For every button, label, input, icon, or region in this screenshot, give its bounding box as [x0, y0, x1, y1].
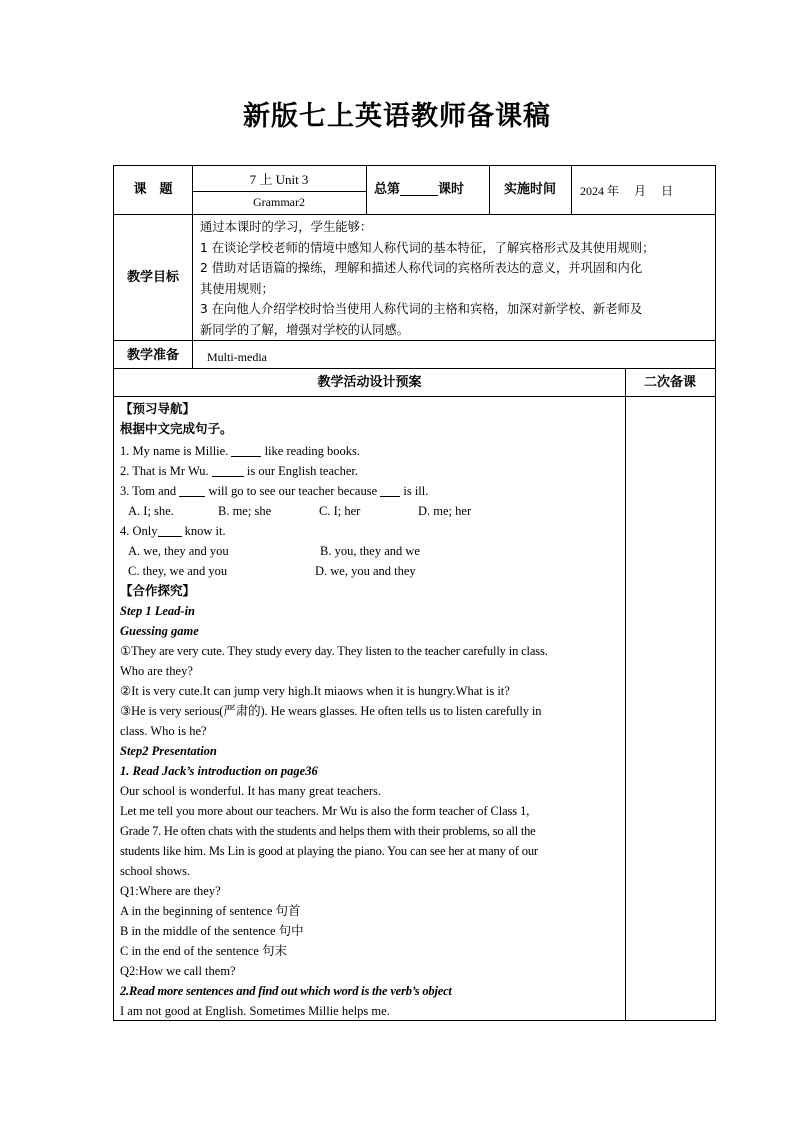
q-text: 1. My name is Millie.: [120, 444, 232, 458]
lesson-plan-table: [113, 165, 716, 1021]
question-3: [120, 481, 428, 501]
q-text: like reading books.: [261, 444, 361, 458]
lesson-label: Grammar2: [253, 195, 305, 209]
unit-label: 7 上 Unit 3: [249, 172, 309, 187]
question-how: Q2:How we call them?: [120, 964, 236, 978]
question-4: [120, 521, 226, 541]
passage-line: Let me tell you more about our teachers. Mr Wu is also the form teacher of Class 1,: [120, 804, 530, 818]
divider: [192, 191, 366, 192]
question-1: [120, 441, 360, 461]
guess-line: ②It is very cute.It can jump very high.It miaows when it is hungry.What is it?: [120, 684, 510, 698]
objective-line: 3 在向他人介绍学校时恰当使用人称代词的主格和宾格，加深对新学校、新老师及: [200, 302, 643, 316]
option: C. I; her: [319, 504, 361, 518]
option: A. I; she.: [128, 504, 174, 518]
objectives-label: 教学目标: [126, 270, 179, 285]
page-title: 新版七上英语教师备课稿: [243, 101, 551, 132]
q-text: 3. Tom and: [120, 484, 180, 498]
period-label-b: 课时: [438, 182, 465, 197]
plan-content: [114, 396, 625, 1020]
q-text: is ill.: [400, 484, 429, 498]
preview-heading: 【预习导航】: [120, 401, 196, 416]
plan-header: 教学活动设计预案: [317, 375, 422, 390]
guess-line: ①They are very cute. They study every day. They listen to the teacher carefully in class.: [120, 644, 548, 658]
period-field: [374, 180, 486, 200]
q-text: 2. That is Mr Wu.: [120, 464, 212, 478]
divider: [114, 214, 715, 215]
q-text: 4. Only: [120, 524, 158, 538]
passage-line: students like him. Ms Lin is good at playing the piano. You can see her at many of our: [120, 844, 538, 858]
answer-option: B in the middle of the sentence 句中: [120, 924, 304, 938]
objective-line: 其使用规则；: [200, 281, 274, 296]
answer-blank[interactable]: [158, 522, 182, 537]
prep-label: 教学准备: [126, 348, 179, 363]
option: D. me; her: [418, 504, 472, 518]
passage-line: Our school is wonderful. It has many great teachers.: [120, 784, 382, 798]
divider: [114, 340, 715, 341]
answer-blank[interactable]: [380, 482, 400, 497]
notes-column[interactable]: [626, 397, 715, 1020]
option: C. they, we and you: [128, 564, 228, 578]
question-where: Q1:Where are they?: [120, 884, 221, 898]
objectives-text: [200, 217, 712, 340]
q-text: is our English teacher.: [243, 464, 358, 478]
task-2-heading: 2.Read more sentences and find out which word is the verb’s object: [120, 984, 452, 998]
explore-heading: 【合作探究】: [120, 583, 196, 598]
preview-instruction: 根据中文完成句子。: [120, 421, 233, 436]
option: B. me; she: [218, 504, 272, 518]
date-value: 2024 年 月 日: [580, 184, 674, 198]
task-1-heading: 1. Read Jack’s introduction on page36: [120, 764, 318, 778]
prep-value: Multi-media: [207, 350, 267, 364]
question-2: [120, 461, 358, 481]
guess-line: ③He is very serious(严肃的). He wears glasses. He often tells us to listen carefully in: [120, 704, 542, 718]
answer-blank[interactable]: [212, 462, 244, 477]
q-text: know it.: [181, 524, 226, 538]
answer-option: C in the end of the sentence 句末: [120, 944, 287, 958]
answer-blank[interactable]: [231, 442, 261, 457]
guess-line: class. Who is he?: [120, 724, 207, 738]
example-sentence: I am not good at English. Sometimes Millie helps me.: [120, 1004, 390, 1018]
option: A. we, they and you: [128, 544, 229, 558]
game-heading: Guessing game: [120, 624, 199, 638]
divider: [571, 166, 572, 214]
answer-option: A in the beginning of sentence 句首: [120, 904, 301, 918]
objective-line: 1 在谈论学校老师的情境中感知人称代词的基本特征，了解宾格形式及其使用规则；: [200, 240, 655, 255]
step-1-heading: Step 1 Lead-in: [120, 604, 195, 618]
period-blank[interactable]: [400, 181, 438, 196]
objective-line: 2 借助对话语篇的操练，理解和描述人称代词的宾格所表达的意义，并巩固和内化: [200, 261, 643, 275]
passage-line: Grade 7. He often chats with the students and helps them with their problems, so all the: [120, 824, 536, 838]
answer-blank[interactable]: [179, 482, 205, 497]
objective-line: 新同学的了解，增强对学校的认同感。: [200, 322, 410, 337]
notes-header: 二次备课: [643, 375, 696, 390]
option: B. you, they and we: [320, 544, 420, 558]
period-label-a: 总第: [374, 182, 401, 197]
guess-line: Who are they?: [120, 664, 193, 678]
q-text: will go to see our teacher because: [205, 484, 381, 498]
date-label: 实施时间: [503, 182, 556, 197]
step-2-heading: Step2 Presentation: [120, 744, 217, 758]
passage-line: school shows.: [120, 864, 191, 878]
option: D. we, you and they: [315, 564, 416, 578]
divider: [366, 166, 367, 214]
topic-label: 课 题: [133, 182, 173, 197]
objective-line: 通过本课时的学习，学生能够：: [200, 220, 373, 234]
